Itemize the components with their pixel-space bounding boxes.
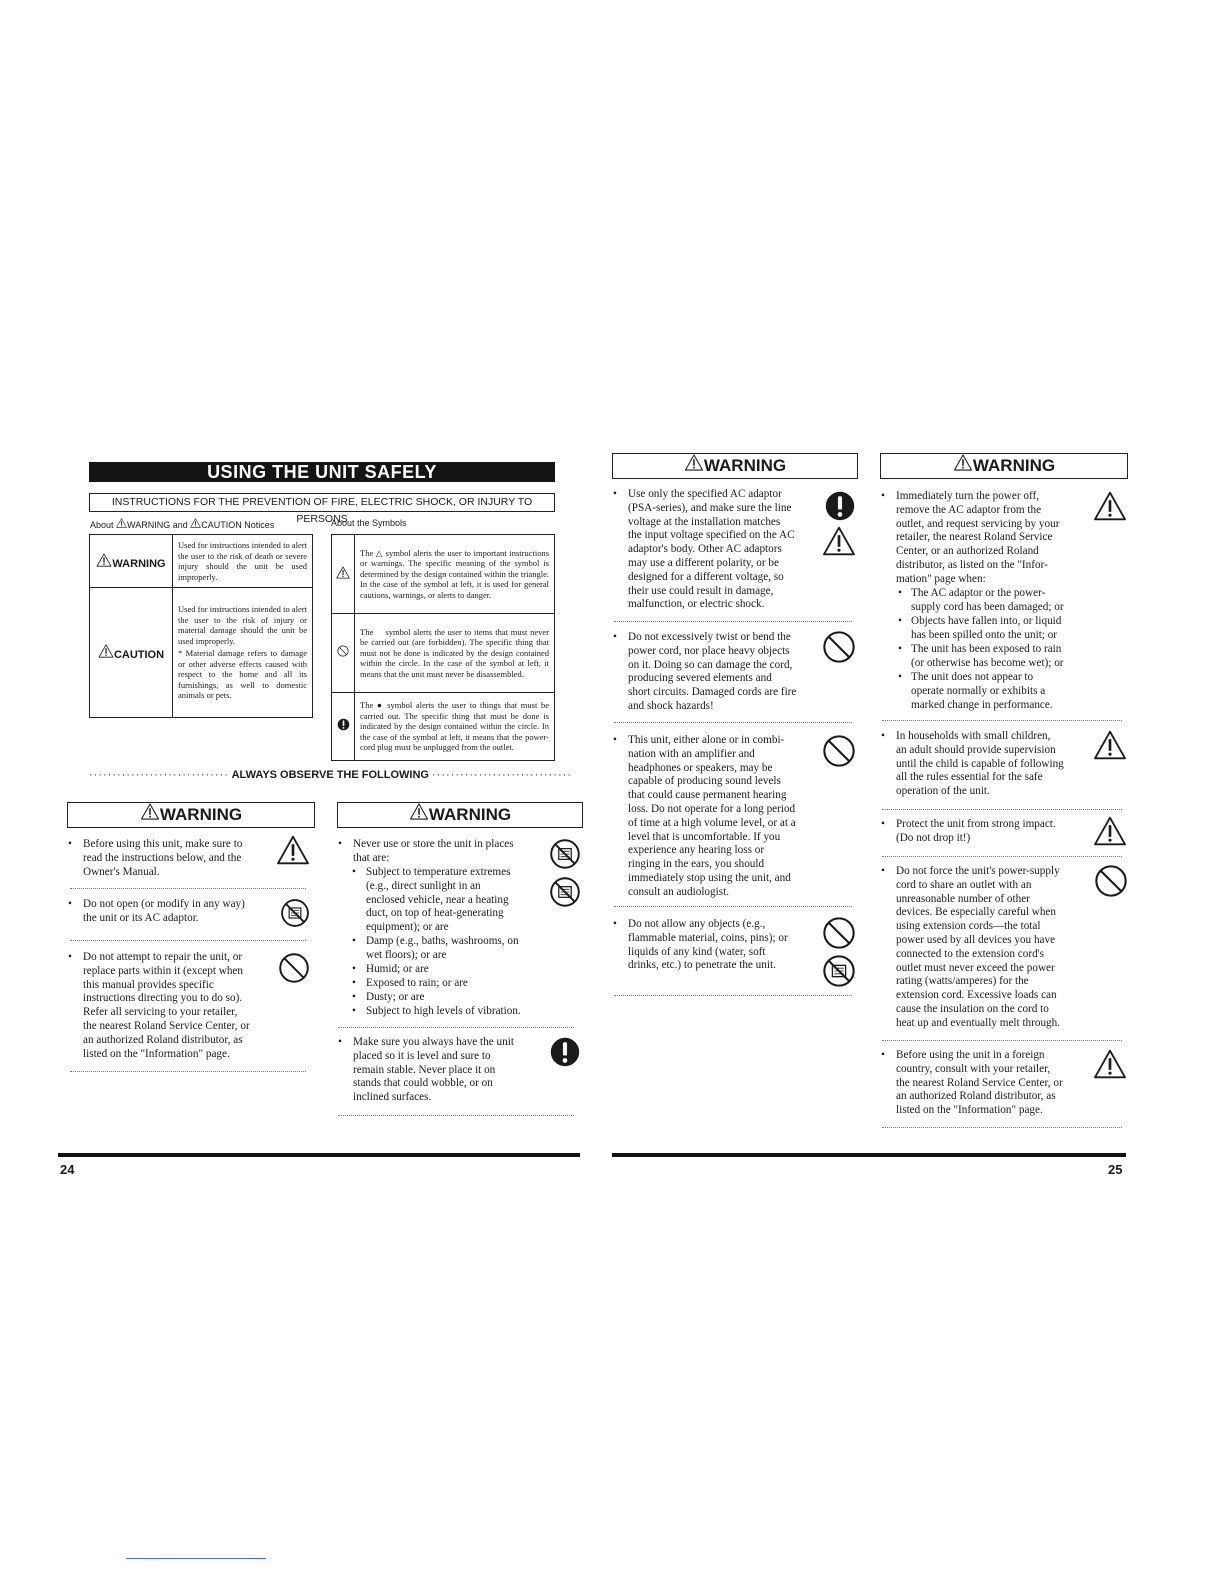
- symbols-table: [331, 534, 555, 761]
- sub-item: Humid; or are: [366, 963, 429, 975]
- warning-triangle-icon: [116, 518, 127, 528]
- sub-item: Subject to temperature extremes (e.g., direct sunlight in an enclosed vehicle, near a heating duct, on top of heat-generating equipment); or are: [366, 866, 511, 934]
- sub-item: Subject to high levels of vibration.: [366, 1005, 521, 1017]
- warning-triangle-icon: [409, 803, 429, 820]
- about-symbols-label: About the Symbols: [331, 518, 407, 528]
- sub-item-bullet: •: [352, 977, 356, 989]
- sub-item: Damp (e.g., baths, washrooms, on wet floors); or are: [366, 935, 519, 961]
- sub-item-bullet: •: [898, 671, 902, 683]
- footer-link-underline: [126, 1558, 266, 1559]
- warning-header-col2: WARNING: [337, 802, 583, 828]
- no-heat-icon: [549, 838, 581, 870]
- mandatory-symbol-desc: The ● symbol alerts the user to things that must be carried out. The specific thing that must be done is indicated by the design contained within the circle. In the case of the symbol at left, it means that the power-cord plug must be unplugged from the outlet.: [355, 693, 555, 761]
- prohibited-icon: [278, 952, 310, 984]
- triangle-symbol-cell: [332, 535, 355, 614]
- mandatory-icon: [824, 490, 856, 522]
- sub-item: The unit does not appear to operate normally or exhibits a marked change in performance.: [911, 671, 1053, 711]
- page-title: USING THE UNIT SAFELY: [89, 462, 555, 482]
- warning-notice-label: WARNING: [90, 535, 173, 588]
- sub-item: Dusty; or are: [366, 991, 425, 1003]
- prohibited-icon: [1094, 864, 1128, 898]
- sub-item-bullet: •: [352, 1005, 356, 1017]
- prohibit-symbol-desc: The ⃠ symbol alerts the user to items that must never be carried out (are forbidden). The specific thing that must not be done is indicated by the design contained within the circle. In the case of the symbol at left, it means that the unit must never be disassembled.: [355, 614, 555, 693]
- page-rule-right: [612, 1153, 1126, 1157]
- warning-notice-desc: Used for instructions intended to alert the user to the risk of death or severe injury should the unit be used improperly.: [173, 535, 313, 588]
- warning-triangle-icon: [684, 454, 704, 471]
- unplug-symbol-cell: [332, 693, 355, 761]
- sub-item-bullet: •: [898, 643, 902, 655]
- sub-item-bullet: •: [352, 963, 356, 975]
- sub-item-bullet: •: [898, 587, 902, 599]
- unplug-icon: [337, 718, 350, 731]
- no-water-icon: [549, 876, 581, 908]
- prohibited-icon: [822, 630, 856, 664]
- caution-triangle-icon: [276, 835, 310, 865]
- caution-notice-label: CAUTION: [90, 588, 173, 718]
- warning-triangle-icon: [140, 803, 160, 820]
- caution-triangle-icon: [98, 644, 114, 658]
- caution-triangle-icon: [1093, 816, 1127, 846]
- warning-header-col4: WARNING: [880, 453, 1128, 479]
- sub-item-bullet: •: [352, 991, 356, 1003]
- do-not-disassemble-icon: [280, 898, 310, 928]
- prohibited-icon: [337, 645, 349, 657]
- warning-header-col1: WARNING: [67, 802, 315, 828]
- sub-item-bullet: •: [352, 935, 356, 947]
- sub-item-bullet: •: [898, 615, 902, 627]
- warning-triangle-icon: [336, 566, 350, 579]
- prohibit-symbol-cell: [332, 614, 355, 693]
- page-number-right: 25: [1108, 1162, 1123, 1177]
- notices-table: [89, 534, 313, 718]
- sub-item-bullet: •: [352, 866, 356, 878]
- instructions-heading: INSTRUCTIONS FOR THE PREVENTION OF FIRE, ELECTRIC SHOCK, OR INJURY TO PERSONS: [89, 493, 555, 512]
- sub-item: Exposed to rain; or are: [366, 977, 468, 989]
- warning-triangle-icon: [953, 454, 973, 471]
- sub-item: Objects have fallen into, or liquid has been spilled onto the unit; or: [911, 615, 1062, 641]
- page-rule-left: [58, 1153, 580, 1157]
- prohibited-icon: [822, 916, 856, 950]
- prohibited-icon: [822, 734, 856, 768]
- caution-triangle-icon: [190, 518, 201, 528]
- page-number-left: 24: [60, 1162, 75, 1177]
- caution-triangle-icon: [822, 526, 856, 556]
- sub-item: The unit has been exposed to rain (or otherwise has become wet); or: [911, 643, 1064, 669]
- mandatory-icon: [549, 1036, 581, 1068]
- sub-item: The AC adaptor or the power- supply cord has been damaged; or: [911, 587, 1064, 613]
- caution-triangle-icon: [1093, 491, 1127, 521]
- caution-triangle-icon: [1093, 730, 1127, 760]
- triangle-symbol-desc: The △ symbol alerts the user to important instructions or warnings. The specific meaning of the symbol is determined by the design contained within the triangle. In the case of the symbol at left, it is used for general cautions, warnings, or alerts to danger.: [355, 535, 555, 614]
- always-observe-heading: ······························ ALWAYS OBSERVE THE FOLLOWING ······························: [89, 769, 572, 781]
- caution-triangle-icon: [1093, 1049, 1127, 1079]
- about-notices-label: About WARNING and CAUTION Notices: [90, 520, 275, 530]
- warning-header-col3: WARNING: [612, 453, 858, 479]
- caution-notice-desc: Used for instructions intended to alert the user to the risk of injury or material damage should the unit be used improperly. * Material damage refers to damage or other adverse effects caused with respect to the home and all its furnishings, as well to domestic animals or pets.: [173, 588, 313, 718]
- warning-triangle-icon: [96, 553, 112, 567]
- no-water-icon: [822, 954, 856, 988]
